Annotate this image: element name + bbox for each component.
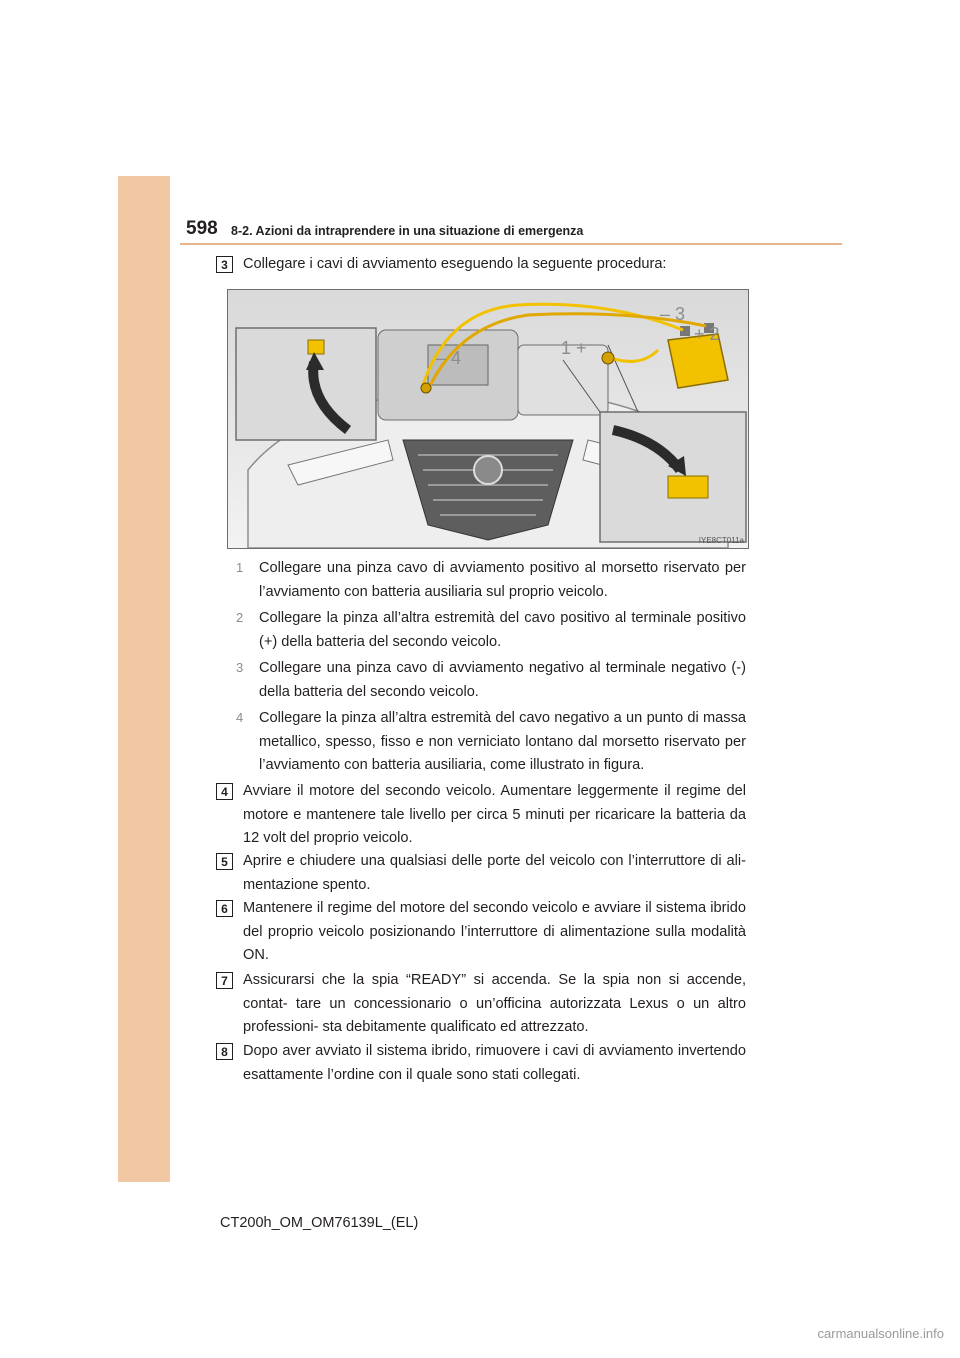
substep-text-4: Collegare la pinza all’altra estremità del cavo negativo a un punto di massa metallico, spesso, fisso e non verniciato lontano dal morsetto riservato per l’avviamento con batteria ausiliaria, come illustrato in figura. [259,710,746,773]
header-divider [180,243,842,245]
side-margin-band [118,176,170,1182]
step-number-3: 3 [216,256,233,273]
step-text-5: Aprire e chiudere una qualsiasi delle porte del veicolo con l’interruttore di ali- mentazione spento. [243,853,746,893]
callout-sign-2: + [694,324,705,344]
substep-text-3: Collegare una pinza cavo di avviamento negativo al terminale negativo (-) della batteria del secondo veicolo. [259,660,746,700]
substep-text-1: Collegare una pinza cavo di avviamento positivo al morsetto riservato per l’avviamento con batteria ausiliaria sul proprio veicolo. [259,560,746,600]
step-number-6: 6 [216,900,233,917]
callout-number-1: 1 [561,338,572,358]
step-number-8: 8 [216,1043,233,1060]
callout-number-2: 2 [709,324,720,344]
step-text-8: Dopo aver avviato il sistema ibrido, rimuovere i cavi di avviamento invertendo esattamente l’ordine con il quale sono stati collegati. [243,1043,746,1083]
callout-sign-1: + [576,338,587,358]
substep-text-2: Collegare la pinza all’altra estremità del cavo positivo al terminale positivo (+) della batteria del secondo veicolo. [259,610,746,650]
callout-number-3: 3 [675,304,686,324]
engine-bay-drawing [228,290,748,548]
substep-number-3: 3 [236,660,244,675]
step-number-4: 4 [216,783,233,800]
page-number: 598 [186,218,218,239]
step-text-7: Assicurarsi che la spia “READY” si accenda. Se la spia non si accende, contat- tare un concessionario o un’officina autorizzata Lexus o un altro professioni- sta debitamente qualificato ed attrezzato. [243,972,746,1035]
figure-code: IYE8CT011a [698,536,744,545]
step-text-6: Mantenere il regime del motore del secondo veicolo e avviare il sistema ibrido del proprio veicolo posizionando l’interruttore di alimentazione sulla modalità ON. [243,900,746,963]
section-header: 8-2. Azioni da intraprendere in una situazione di emergenza [231,224,584,238]
callout-sign-4: – [436,348,447,368]
document-code: CT200h_OM_OM76139L_(EL) [220,1215,419,1231]
callout-sign-3: – [660,304,671,324]
callout-number-4: 4 [451,348,462,368]
watermark: carmanualsonline.info [817,1326,944,1341]
step-text-4: Avviare il motore del secondo veicolo. Aumentare leggermente il regime del motore e mantenere tale livello per circa 5 minuti per ricaricare la batteria da 12 volt del proprio veicolo. [243,783,746,846]
step-number-5: 5 [216,853,233,870]
substep-number-4: 4 [236,710,244,725]
substep-number-1: 1 [236,560,244,575]
step-text-3: Collegare i cavi di avviamento eseguendo la seguente procedura: [243,256,667,272]
jump-start-illustration [227,289,749,549]
step-number-7: 7 [216,972,233,989]
substep-number-2: 2 [236,610,244,625]
